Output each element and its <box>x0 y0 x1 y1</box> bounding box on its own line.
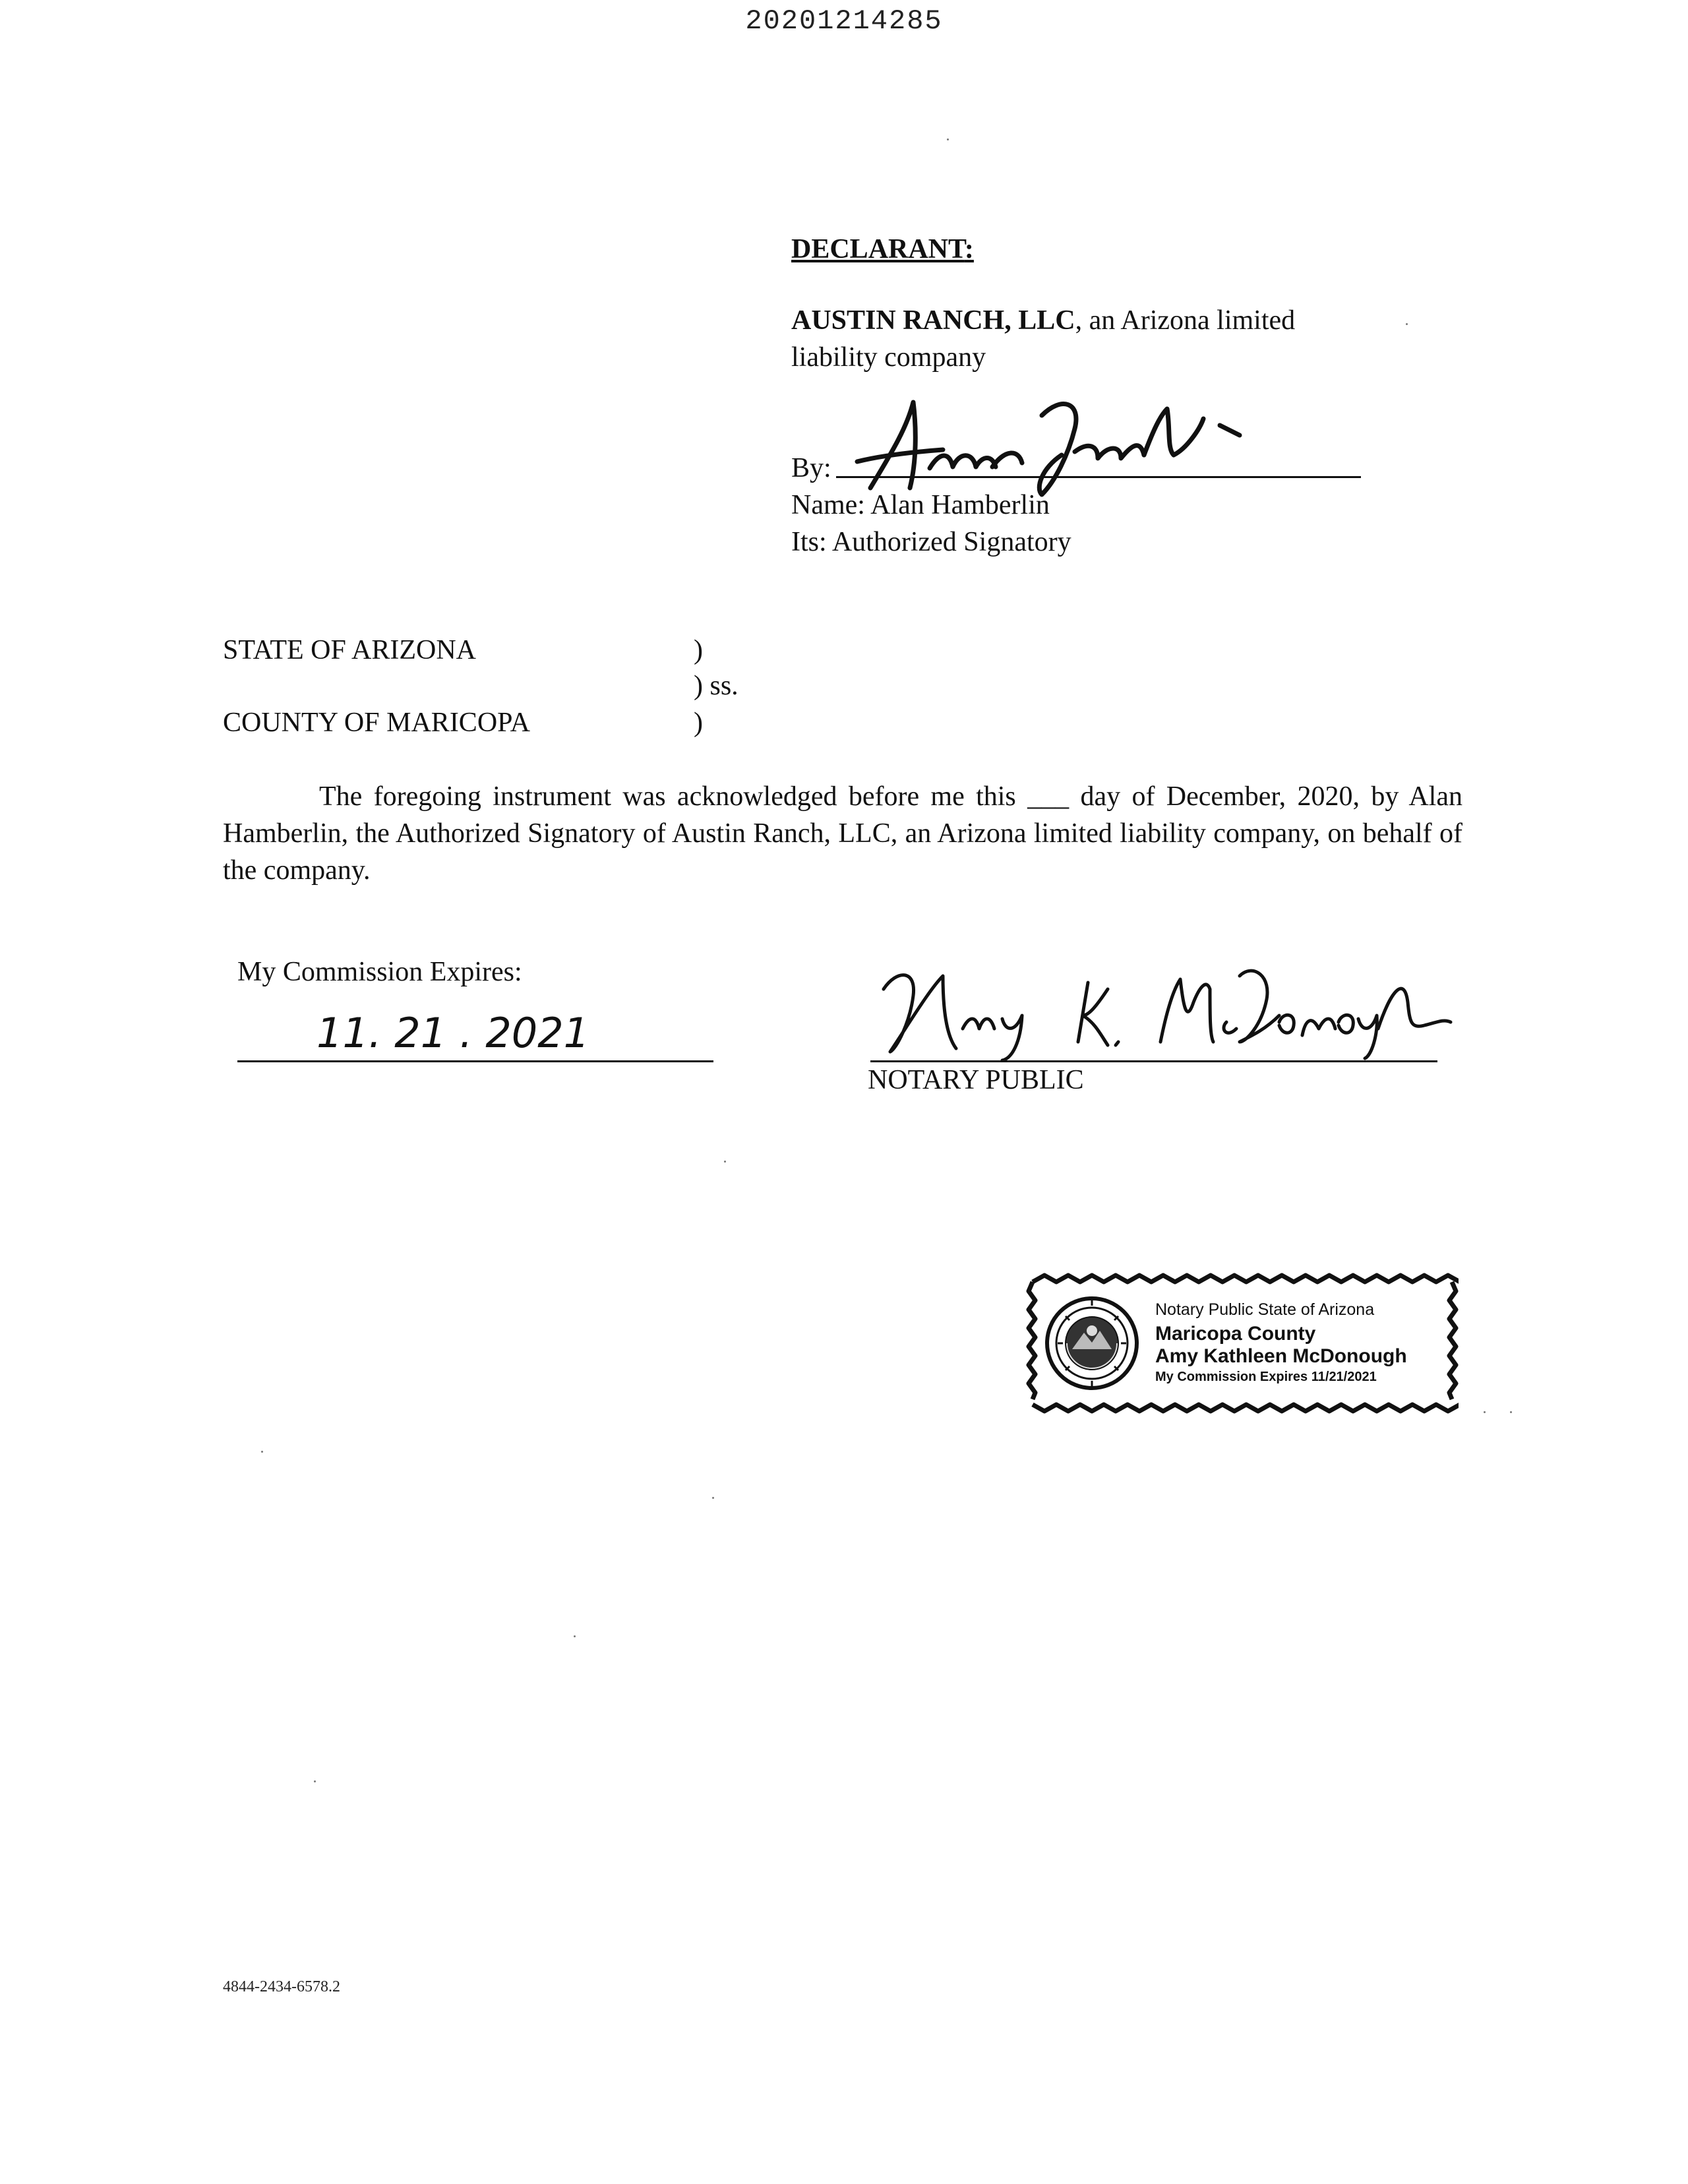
venue-county: COUNTY OF MARICOPA <box>223 708 530 738</box>
notary-stamp <box>1026 1270 1459 1416</box>
signer-title: Its: Authorized Signatory <box>791 527 1071 557</box>
stamp-line-4: My Commission Expires 11/21/2021 <box>1155 1370 1377 1384</box>
scan-speck <box>947 138 949 140</box>
notary-signature <box>870 950 1464 1062</box>
commission-date-line <box>237 1060 713 1062</box>
declarant-signature <box>844 389 1266 501</box>
acknowledgment-paragraph: The foregoing instrument was acknowledged before me this ___ day of December, 2020, by Alan Hamberlin, the Authorized Signatory of Austin Ranch, LLC, an Arizona limited liability company, on behalf of the company. <box>223 781 1462 886</box>
declarant-heading-text: DECLARANT <box>791 234 965 264</box>
scan-speck <box>1406 323 1408 325</box>
state-seal-icon <box>1047 1298 1137 1388</box>
venue-paren-bottom: ) <box>694 708 703 738</box>
scan-speck <box>574 1635 576 1637</box>
by-label: By: <box>791 453 831 483</box>
scan-speck <box>1510 1411 1512 1413</box>
scan-speck <box>724 1161 726 1163</box>
commission-handwritten-date: 11. 21 . 2021 <box>316 1009 590 1057</box>
scan-speck <box>712 1497 714 1499</box>
stamp-line-2: Maricopa County <box>1155 1323 1316 1345</box>
company-name: AUSTIN RANCH, LLC <box>791 305 1075 336</box>
scan-speck <box>314 1780 316 1782</box>
company-desc-line1: , an Arizona limited <box>1075 305 1296 336</box>
venue-paren-top: ) <box>694 635 703 665</box>
scan-speck <box>261 1451 263 1453</box>
notary-public-label: NOTARY PUBLIC <box>868 1065 1084 1095</box>
company-line <box>791 302 1295 339</box>
declarant-heading-colon: : <box>964 234 974 264</box>
stamp-line-1: Notary Public State of Arizona <box>1155 1300 1375 1319</box>
scan-speck <box>1484 1411 1486 1413</box>
signer-name: Name: Alan Hamberlin <box>791 490 1050 520</box>
venue-paren-ss: ) ss. <box>694 671 738 701</box>
document-number: 20201214285 <box>745 5 943 37</box>
commission-label: My Commission Expires: <box>237 957 522 987</box>
footer-doc-id: 4844-2434-6578.2 <box>223 1978 340 1995</box>
venue-state: STATE OF ARIZONA <box>223 635 476 665</box>
declarant-heading <box>791 231 974 268</box>
company-desc-line2: liability company <box>791 342 986 373</box>
stamp-line-3: Amy Kathleen McDonough <box>1155 1345 1407 1367</box>
